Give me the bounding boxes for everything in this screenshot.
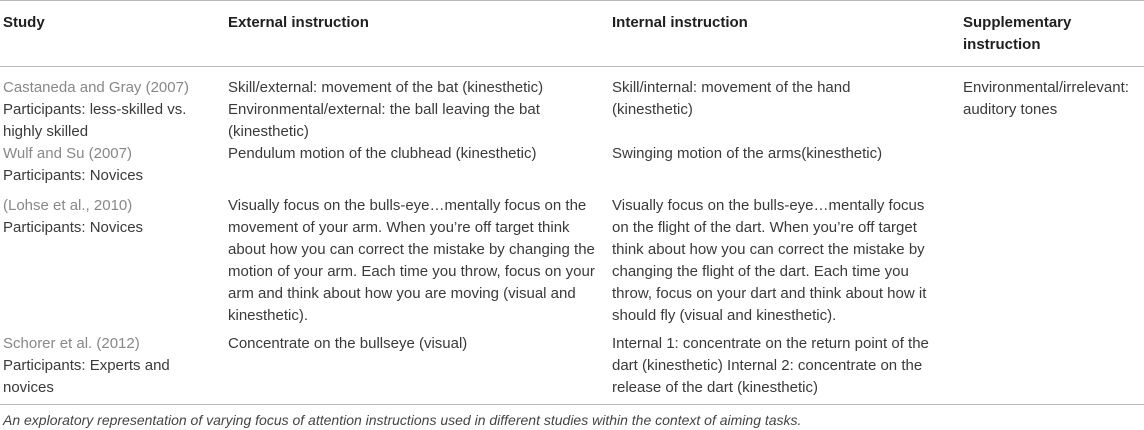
internal-instruction-cell: Internal 1: concentrate on the return point of the dart (kinesthetic) Internal 2: concentrate on the release of the dart (kinesthetic) bbox=[612, 335, 929, 396]
external-instruction-cell: Concentrate on the bullseye (visual) bbox=[228, 335, 468, 352]
study-cell bbox=[0, 143, 228, 187]
header-external-instruction: External instruction bbox=[228, 14, 369, 31]
header-study: Study bbox=[3, 14, 45, 31]
study-citation: Castaneda and Gray (2007) bbox=[3, 79, 189, 96]
table-row bbox=[0, 187, 1144, 327]
study-cell bbox=[0, 187, 228, 327]
internal-instruction-cell: Swinging motion of the arms(kinesthetic) bbox=[612, 145, 883, 162]
internal-instruction-cell: Visually focus on the bulls-eye…mentally focus on the flight of the dart. When you’re off target think about how you can correct the mistake by changing the flight of the dart. Each time you throw, focus on your dart and think about how it should fly (visual and kinesthetic). bbox=[612, 197, 927, 324]
header-supplementary-instruction: Supplementary instruction bbox=[963, 14, 1072, 53]
table-row bbox=[0, 143, 1144, 187]
study-participants: Participants: Novices bbox=[3, 219, 144, 236]
supplementary-instruction-cell bbox=[963, 143, 1144, 187]
study-participants: Participants: less-skilled vs. highly skilled bbox=[3, 101, 187, 140]
external-instruction-cell: Skill/external: movement of the bat (kinesthetic) Environmental/external: the ball leaving the bat (kinesthetic) bbox=[228, 79, 544, 140]
study-participants: Participants: Experts and novices bbox=[3, 357, 170, 396]
external-instruction-cell: Pendulum motion of the clubhead (kinesthetic) bbox=[228, 145, 537, 162]
external-instruction-cell: Visually focus on the bulls-eye…mentally focus on the movement of your arm. When you’re off target think about how you can correct the mistake by changing the motion of your arm. Each time you throw, focus on your arm and think about how you are moving (visual and kinesthetic). bbox=[228, 197, 595, 324]
header-row bbox=[0, 1, 1144, 67]
study-citation: (Lohse et al., 2010) bbox=[3, 197, 133, 214]
header-internal-instruction: Internal instruction bbox=[612, 14, 748, 31]
study-citation: Schorer et al. (2012) bbox=[3, 335, 140, 352]
table-row bbox=[0, 67, 1144, 144]
table-row bbox=[0, 327, 1144, 405]
study-participants: Participants: Novices bbox=[3, 167, 144, 184]
internal-instruction-cell: Skill/internal: movement of the hand (kinesthetic) bbox=[612, 79, 851, 118]
table-caption: An exploratory representation of varying focus of attention instructions used in different studies within the context of aiming tasks. bbox=[3, 412, 802, 428]
study-citation: Wulf and Su (2007) bbox=[3, 145, 132, 162]
study-cell bbox=[0, 327, 228, 405]
study-cell bbox=[0, 67, 228, 144]
supplementary-instruction-cell: Environmental/irrelevant: auditory tones bbox=[963, 79, 1129, 118]
supplementary-instruction-cell bbox=[963, 187, 1144, 327]
supplementary-instruction-cell bbox=[963, 327, 1144, 405]
